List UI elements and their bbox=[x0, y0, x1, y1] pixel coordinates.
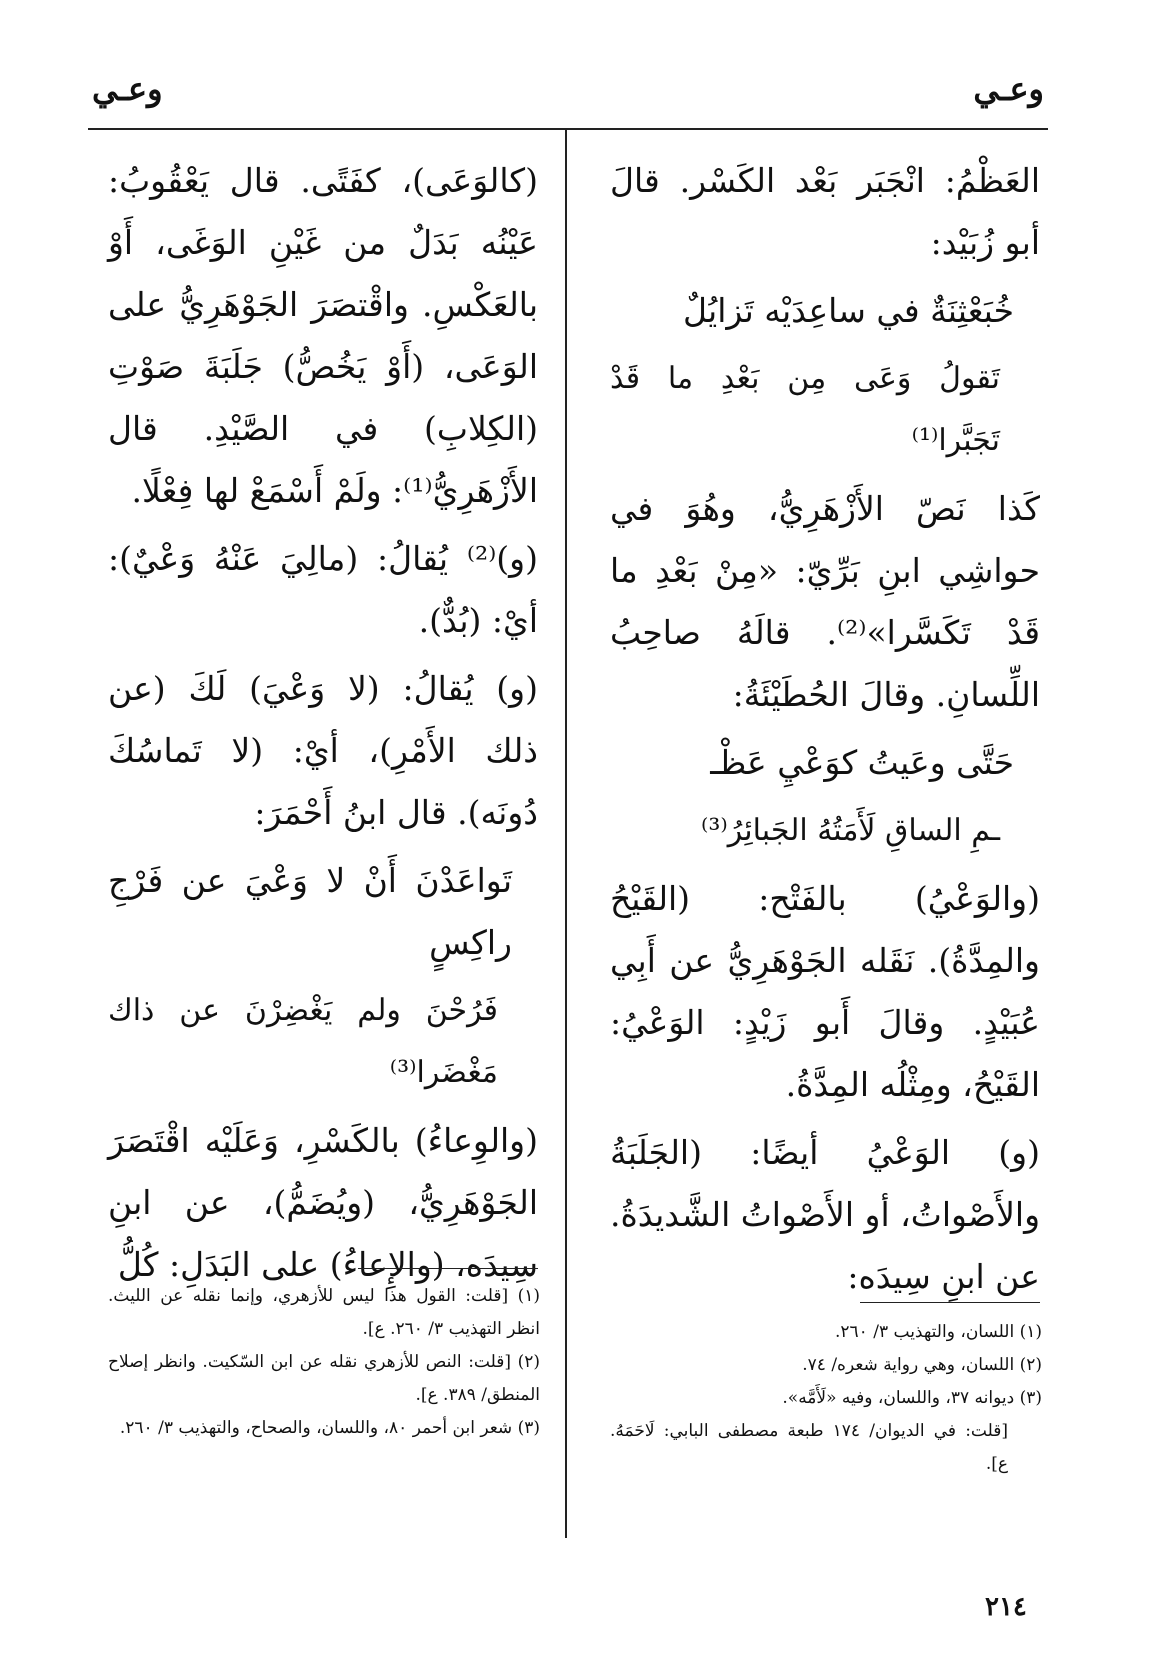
right-verse-1-line-2: تَقولُ وَعَى مِن بَعْدِ ما قَدْ تَجَبَّرا⁽¹⁾ bbox=[610, 361, 1000, 458]
left-paragraph-3: (و) يُقالُ: (لا وَعْيَ) لَكَ (عن ذلك الأَمْرِ)، أيْ: (لا تَماسُكَ دُونَه). قال ابنُ أَحْمَرَ: bbox=[108, 669, 538, 832]
right-paragraph-4: (و) الوَعْيُ أيضًا: (الجَلَبَةُ والأَصْواتُ، أو الأَصْواتُ الشَّديدَةُ. عن ابنِ سِيدَه: bbox=[609, 1133, 1040, 1296]
right-paragraph-2: كَذا نَصّ الأَزْهَرِيُّ، وهُوَ في حواشِي ابنِ بَرِّيّ: «مِنْ بَعْدِ ما قَدْ تَكَسَّرا»⁽²⁾. قالَهُ صاحِبُ اللِّسانِ. وقالَ الحُطَيْئَةُ: bbox=[610, 489, 1041, 714]
header-rule bbox=[88, 128, 1048, 130]
right-verse-2-line-2: ـمِ الساقِ لَأَمَتُهُ الجَبائِرُ⁽³⁾ bbox=[700, 813, 1000, 848]
right-verse-2-line-1: حَتَّى وعَيتُ كوَعْيِ عَظْـ bbox=[710, 743, 1014, 782]
right-footnote-3-continued: [قلت: في الديوان/ ١٧٤ طبعة مصطفى البابي: لَاحَمَهُ. ع]. bbox=[610, 1421, 1009, 1474]
left-paragraph-4: (والوِعاءُ) بالكَسْرِ، وَعَلَيْه اقْتَصَرَ الجَوْهَرِيُّ، (ويُضَمُّ)، عن ابنِ سِيدَه، (والإِعاءُ) على البَدَلِ: كُلُّ bbox=[108, 1121, 538, 1284]
page-number: ٢١٤ bbox=[985, 1592, 1027, 1622]
right-footnote-2: (٢) اللسان، وهي رواية شعره/ ٧٤. bbox=[802, 1355, 1042, 1375]
right-column bbox=[610, 150, 1040, 1314]
left-verse-line-2: فَرُحْنَ ولم يَغْضِرْنَ عن ذاك مَغْضَرا⁽³⁾ bbox=[108, 993, 498, 1090]
running-header-left: وعـي bbox=[92, 70, 163, 108]
right-footnote-1: (١) اللسان، والتهذيب ٣/ ٢٦٠. bbox=[835, 1322, 1042, 1342]
left-footnote-3: (٣) شعر ابن أحمر ٨٠، واللسان، والصحاح، والتهذيب ٣/ ٢٦٠. bbox=[119, 1418, 540, 1438]
right-paragraph-3: (والوَعْيُ) بالفَتْح: (القَيْحُ والمِدَّةُ). نَقَله الجَوْهَرِيُّ عن أَبِي عُبَيْدٍ. وقالَ أَبو زَيْدٍ: الوَعْيُ: القَيْحُ، ومِثْلُه المِدَّةُ. bbox=[610, 879, 1040, 1104]
right-verse-1-line-1: خُبَعْثِنَةٌ في ساعِدَيْه تَزايُلٌ bbox=[683, 291, 1014, 330]
left-footnote-1: (١) [قلت: القول هذا ليس للأزهري، وإنما نقله عن الليث. انظر التهذيب ٣/ ٢٦٠. ع]. bbox=[108, 1286, 540, 1339]
left-footnotes bbox=[108, 1280, 540, 1445]
column-divider bbox=[565, 128, 567, 1538]
right-footnote-3: (٣) ديوانه ٣٧، واللسان، وفيه «لَأَمَّه». bbox=[782, 1388, 1042, 1408]
right-paragraph-1: العَظْمُ: انْجَبَر بَعْد الكَسْر. قالَ أبو زُبَيْد: bbox=[610, 161, 1040, 262]
left-column bbox=[108, 150, 538, 1302]
running-header-right: وعـي bbox=[973, 70, 1044, 108]
left-footnote-2: (٢) [قلت: النص للأزهري نقله عن ابن السّكيت. وانظر إصلاح المنطق/ ٣٨٩. ع]. bbox=[108, 1352, 540, 1405]
left-footnote-rule bbox=[358, 1268, 538, 1269]
right-footnote-rule bbox=[860, 1302, 1040, 1303]
left-paragraph-2: (و)⁽²⁾ يُقالُ: (مالِيَ عَنْهُ وَعْيٌ): أيْ: (بُدٌّ). bbox=[108, 539, 538, 640]
left-paragraph-1: (كالوَعَى)، كفَتًى. قال يَعْقُوبُ: عَيْنُه بَدَلٌ من غَيْنِ الوَغَى، أَوْ بالعَكْسِ. واقْتصَرَ الجَوْهَرِيُّ على الوَعَى، (أَوْ يَخُصُّ) جَلَبَةَ صَوْتِ (الكِلابِ) في الصَّيْدِ. قال الأَزْهَرِيُّ⁽¹⁾: ولَمْ أَسْمَعْ لها فِعْلًا. bbox=[108, 161, 538, 510]
left-verse-line-1: تَواعَدْنَ أَنْ لا وَعْيَ عن فَرْجِ راكِسٍ bbox=[108, 861, 512, 962]
right-footnotes bbox=[610, 1316, 1042, 1481]
